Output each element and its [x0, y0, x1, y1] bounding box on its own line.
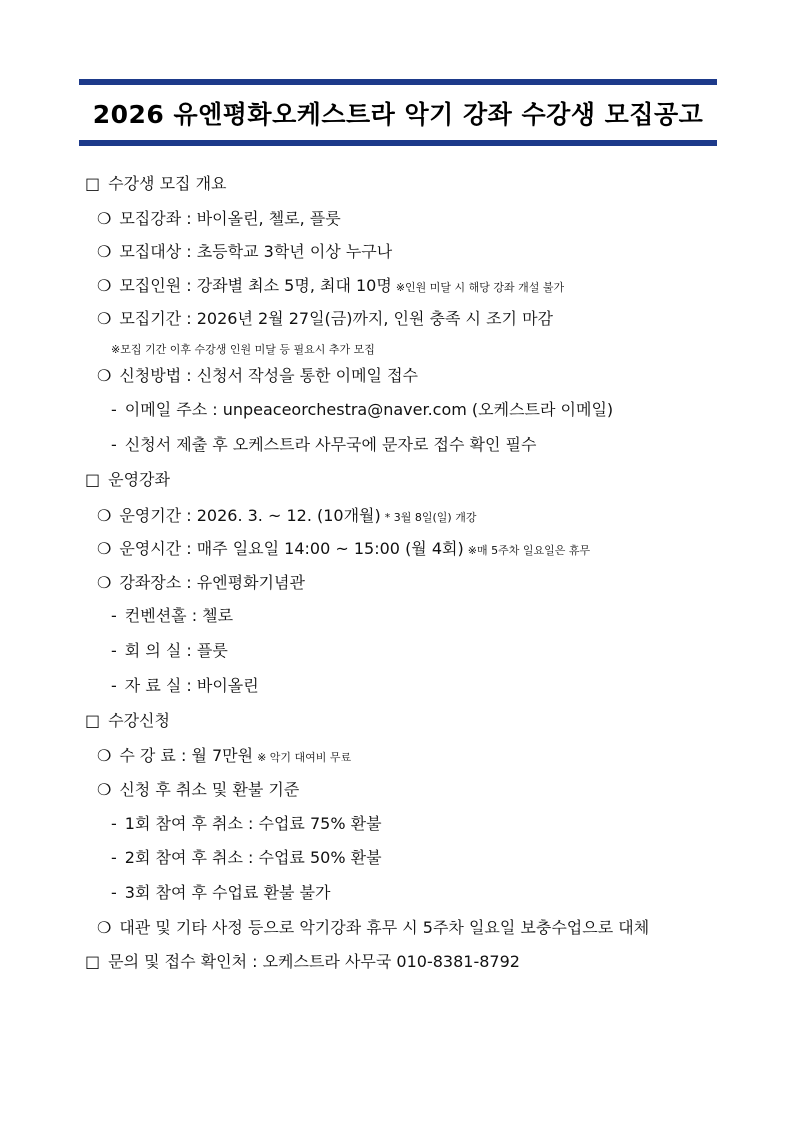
dash-bullet: - [111, 814, 117, 833]
list-item-op-period: ❍ 운영기간 : 2026. 3. ~ 12. (10개월) * 3월 8일(일) 개강 [97, 506, 477, 525]
dash-bullet: - [111, 435, 117, 454]
dash-bullet: - [111, 606, 117, 625]
sub-item-refund-3: - 3회 참여 후 수업료 환불 불가 [111, 883, 331, 902]
item-bullet: ❍ [97, 918, 112, 937]
item-bullet: ❍ [97, 780, 112, 799]
op-period-note: * 3월 8일(일) 개강 [384, 511, 477, 524]
section-heading-overview: □ 수강생 모집 개요 [85, 174, 227, 193]
item-bullet: ❍ [97, 242, 112, 261]
dash-bullet: - [111, 883, 117, 902]
list-item-op-time: ❍ 운영시간 : 매주 일요일 14:00 ~ 15:00 (월 4회) ※매 5주차 일요일은 휴무 [97, 539, 591, 558]
dash-bullet: - [111, 848, 117, 867]
fee-note: ※ 악기 대여비 무료 [257, 751, 352, 764]
section-heading-contact: □ 문의 및 접수 확인처 : 오케스트라 사무국 010-8381-8792 [85, 952, 520, 971]
item-bullet: ❍ [97, 746, 112, 765]
sub-item-meeting-room: - 회 의 실 : 플룻 [111, 641, 228, 660]
dash-bullet: - [111, 400, 117, 419]
period-note: ※모집 기간 이후 수강생 인원 미달 등 필요시 추가 모집 [111, 343, 375, 356]
item-bullet: ❍ [97, 539, 112, 558]
section-bullet: □ [85, 174, 101, 193]
list-item-fee: ❍ 수 강 료 : 월 7만원 ※ 악기 대여비 무료 [97, 746, 352, 765]
item-bullet: ❍ [97, 209, 112, 228]
page-title: 2026 유엔평화오케스트라 악기 강좌 수강생 모집공고 [92, 99, 704, 129]
section-bullet: □ [85, 470, 101, 489]
sub-item-convention: - 컨벤션홀 : 첼로 [111, 606, 234, 625]
item-bullet: ❍ [97, 573, 112, 592]
item-bullet: ❍ [97, 309, 112, 328]
list-item-course: ❍ 모집강좌 : 바이올린, 첼로, 플룻 [97, 209, 341, 228]
list-item-period: ❍ 모집기간 : 2026년 2월 27일(금)까지, 인원 충족 시 조기 마감 [97, 309, 554, 328]
section-heading-registration: □ 수강신청 [85, 711, 170, 730]
section-bullet: □ [85, 952, 101, 971]
section-bullet: □ [85, 711, 101, 730]
list-item-target: ❍ 모집대상 : 초등학교 3학년 이상 누구나 [97, 242, 393, 261]
item-bullet: ❍ [97, 506, 112, 525]
list-item-refund: ❍ 신청 후 취소 및 환불 기준 [97, 780, 300, 799]
op-time-note: ※매 5주차 일요일은 휴무 [467, 544, 591, 557]
list-item-venue: ❍ 강좌장소 : 유엔평화기념관 [97, 573, 305, 592]
list-item-capacity: ❍ 모집인원 : 강좌별 최소 5명, 최대 10명 ※인원 미달 시 해당 강좌 개설 불가 [97, 276, 565, 295]
sub-item-email: - 이메일 주소 : unpeaceorchestra@naver.com (오케스트라 이메일) [111, 400, 614, 419]
sub-item-archive-room: - 자 료 실 : 바이올린 [111, 676, 259, 695]
item-bullet: ❍ [97, 366, 112, 385]
list-item-method: ❍ 신청방법 : 신청서 작성을 통한 이메일 접수 [97, 366, 419, 385]
dash-bullet: - [111, 676, 117, 695]
sub-item-confirm: - 신청서 제출 후 오케스트라 사무국에 문자로 접수 확인 필수 [111, 435, 537, 454]
list-item-makeup: ❍ 대관 및 기타 사정 등으로 악기강좌 휴무 시 5주차 일요일 보충수업으로 대체 [97, 918, 650, 937]
sub-item-refund-1: - 1회 참여 후 취소 : 수업료 75% 환불 [111, 814, 382, 833]
title-bottom-rule [79, 140, 717, 146]
sub-item-refund-2: - 2회 참여 후 취소 : 수업료 50% 환불 [111, 848, 382, 867]
section-heading-operation: □ 운영강좌 [85, 470, 170, 489]
capacity-note: ※인원 미달 시 해당 강좌 개설 불가 [395, 281, 565, 294]
item-bullet: ❍ [97, 276, 112, 295]
dash-bullet: - [111, 641, 117, 660]
